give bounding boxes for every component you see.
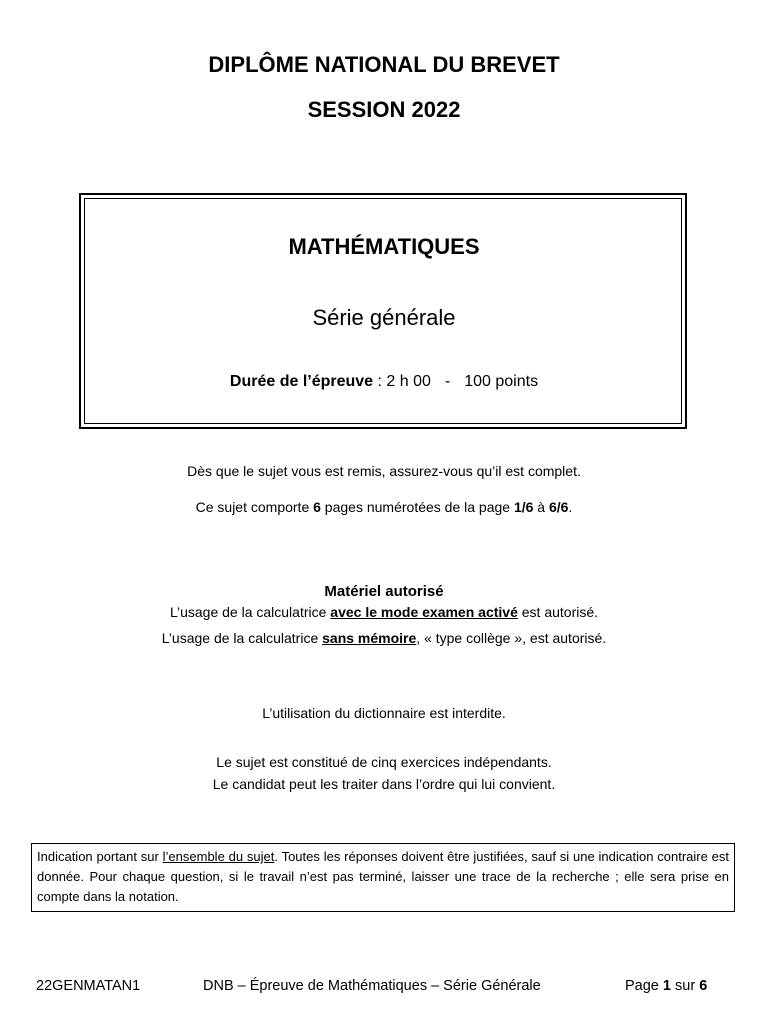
- intro-line-2: [0, 499, 768, 515]
- materiel-line-1: [0, 604, 768, 620]
- duration-label: Durée de l’épreuve: [229, 373, 374, 390]
- duration-line: [0, 373, 768, 391]
- subject-title: MATHÉMATIQUES: [288, 234, 480, 259]
- intro-line-1: Dès que le sujet vous est remis, assurez-vous qu’il est complet.: [187, 463, 581, 479]
- points: 100 points: [464, 373, 539, 390]
- page-count: 6: [313, 499, 321, 515]
- t: peut les traiter dans l’ordre qui lui convient.: [285, 776, 556, 792]
- t: .: [568, 499, 573, 515]
- last-page: 6/6: [549, 499, 569, 515]
- t: , « type collège », est autorisé.: [416, 630, 607, 646]
- t: sur: [670, 978, 700, 994]
- note-underlined: l’ensemble du sujet: [162, 849, 275, 864]
- t: . Toutes les réponses doivent être justifiées, sauf si une indication contraire est donnée. Pour chaque question, si le travail n’est pas terminé, laisser une trace de la recherche ; elle sera prise en compte dans la notation.: [37, 849, 730, 904]
- series-title: Série générale: [312, 305, 456, 330]
- duration-dash: -: [444, 373, 451, 390]
- t: est autorisé.: [517, 604, 599, 620]
- footer-page: [625, 978, 707, 994]
- t: Le candidat: [212, 776, 286, 792]
- page-total: 6: [699, 978, 708, 994]
- t: Page: [625, 978, 663, 994]
- materiel-line-2: [0, 630, 768, 646]
- exam-title: DIPLÔME NATIONAL DU BREVET: [208, 52, 560, 77]
- exam-mode-text: avec le mode examen activé: [330, 604, 518, 620]
- footer-title: DNB – Épreuve de Mathématiques – Série Générale: [203, 978, 541, 994]
- footer-code: 22GENMATAN1: [36, 978, 141, 994]
- dictionary-line: L’utilisation du dictionnaire est interdite.: [262, 705, 506, 721]
- page-current: 1: [662, 978, 671, 994]
- structure-line-1: Le sujet est constitué de cinq exercices indépendants.: [216, 754, 552, 770]
- t: L’usage de la calculatrice: [161, 630, 323, 646]
- structure-line-2: [0, 776, 768, 792]
- t: pages numérotées de la page: [320, 499, 514, 515]
- t: L’usage de la calculatrice: [169, 604, 331, 620]
- first-page: 1/6: [513, 499, 534, 515]
- duration-value: 2 h 00: [386, 373, 431, 390]
- duration-sep: :: [373, 373, 387, 390]
- t: Ce sujet comporte: [195, 499, 314, 515]
- no-memory-text: sans mémoire: [322, 630, 417, 646]
- session-title: SESSION 2022: [307, 97, 461, 122]
- t: à: [533, 499, 549, 515]
- materiel-title: Matériel autorisé: [324, 583, 444, 600]
- indication-box: [31, 843, 735, 912]
- t: Indication portant sur: [37, 849, 163, 864]
